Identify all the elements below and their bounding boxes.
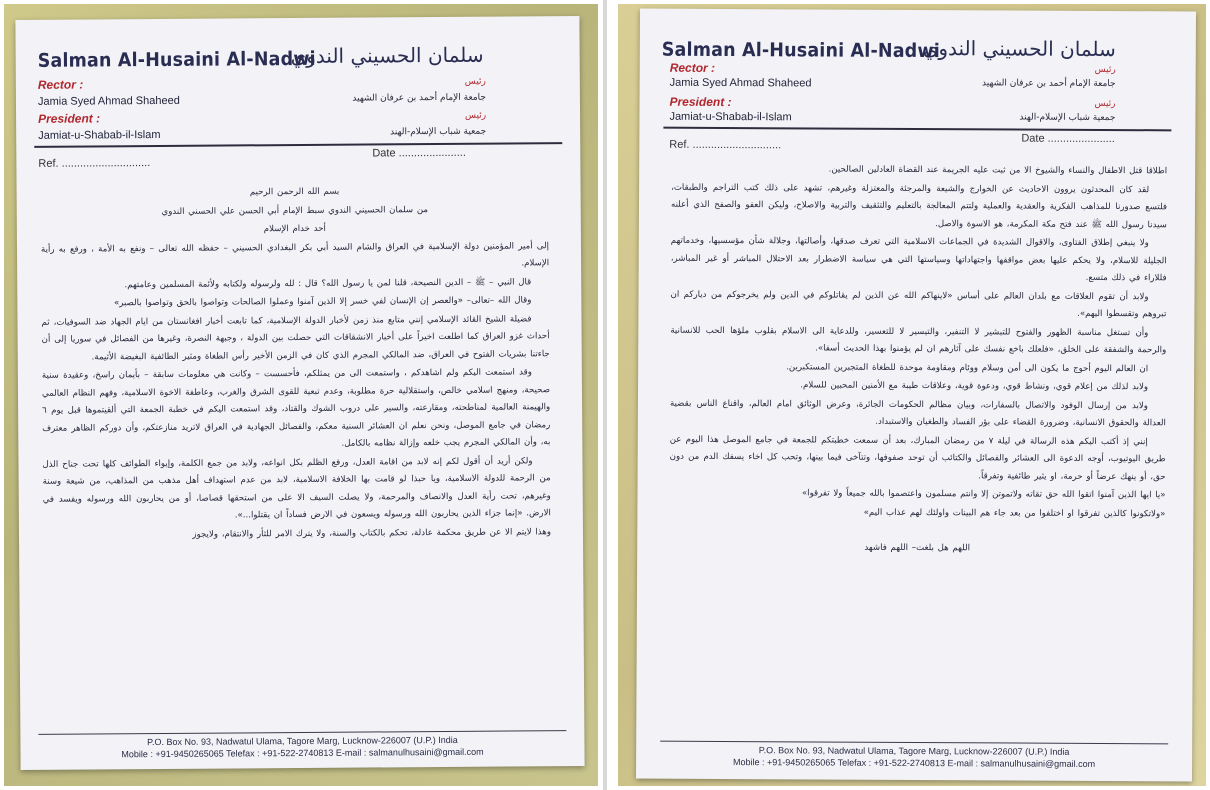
president-label: President : [38,111,101,126]
body-paragraph: فضيلة الشيخ القائد الإسلامي إنني متابع منذ زمن لأخبار الدولة الإسلامية، كما تابعت أخبار افغانستان من ايام الجهاد ضد السوفيات، ثم أحداث غزو العراق كما اطلعت اخيراً على أخبار الانشقاقات التي حصلت بين الدولة ، وجبهة النصرة، وغيرها من الفصائل في سوريا إلى أن جاءتنا بشريات الفتوح في العراق، ضد المالكي المجرم الذي كان في الزمن الأخير رأس الطغاة ومثير الطائفية البغيضة الأثيمة. [41,313,550,362]
footer-contact: Mobile : +91-9450265065 Telefax : +91-522-2740813 E-mail : salmanulhusaini@gmail.com [121,746,484,760]
body-paragraph: ولابد من إرسال الوفود والاتصال بالسفارات، وبيان مظالم الحكومات الجائرة، وعرض الوثائق امام العالم، واقناع الناس بقضية العدالة والحقوق الانسانية، وضرورة القضاء على بؤر الفساد والطغيان والاستبداد. [669,398,1166,429]
sender-title: أحد خدام الإسلام [263,223,326,235]
closing-line: اللهم هل بلغت– اللهم فاشهد [864,542,971,554]
letter-sheet-page-1 [15,16,584,770]
footer-contact: Mobile : +91-9450265065 Telefax : +91-522-2740813 E-mail : salmanulhusaini@gmail.com [732,757,1096,769]
body-paragraph: ولابد لذلك من إعلام قوي، ونشاط قوي، ودعوة قوية، وعلاقات طيبة مع الأمنين المحبين للسلام. [800,380,1149,393]
letterhead-name-en: Salman Al-Husaini Al-Nadwi [661,38,940,63]
ref-field: Ref. ............................. [669,138,782,152]
body-paragraph: ان العالم اليوم أحوج ما يكون الى أمن وسلام ووئام ومقاومة موحدة للطغاة المتجبرين المستكبرين. [786,361,1149,374]
quran-verse: «يا ايها الذين آمنوا اتقوا الله حق تقاته ولاتموتن إلا وانتم مسلمون واعتصموا بالله جميعاً ولا تفرقوا» [801,488,1166,501]
president-value: Jamiat-u-Shabab-il-Islam [669,110,792,124]
body-paragraph: إنني إذ أكتب اليكم هذه الرسالة في ليلة ٧ من رمضان المبارك، بعد أن سمعت خطبتكم للجمعة في جامع الموصل هذا اليوم عن طريق اليوتيوب، أوجه الدعوة الى العشائر والفصائل والكتائب أن توحد صفوفها، وتتآخى فيما بينها، وتحب كل اخاء يسفك الدم من دون حق، أو ينهك عرضاً أو حرمة، او يثير طائفية وتفرقاً. [669,434,1166,482]
letterhead-name-ar: سلمان الحسيني الندوي [290,42,484,69]
rector-label: Rector : [669,60,716,75]
footer-rule [660,741,1168,745]
letter-body-page-1 [41,182,553,734]
body-paragraph: ولكن أريد أن أقول لكم إنه لابد من اقامة العدل، ورفع الظلم بكل انواعه، ولابد من جمع الكلمة، وإيواء الطوائف كلها تحت جناح الذل من الرحمة للدولة الاسلامية، ويا حبذا لو قامت بها الخلافة الاسلامية، لابد من عدم استهداف أهل مذهب من المذاهب، من شيعة وسنة وغيرهم، تحت رأية العدل والانصاف والمرحمة، ولا يصلت السيف الا على من استحقها قصاصا، أو من يحاربون الله ورسوله ويفسد في الارض. «إنما جزاء الذين يحاربون الله ورسوله ويسعون في الارض فساداً ان يقتلوا...». [42,455,551,521]
rector-label: Rector : [37,77,84,92]
photo-page-2 [618,4,1206,786]
rector-value: Jamia Syed Ahmad Shaheed [669,76,812,90]
photo-divider [603,0,607,790]
ref-field: Ref. ............................. [38,157,151,170]
letterhead-name-ar: سلمان الحسيني الندوي [922,36,1116,62]
header-rule [663,127,1171,132]
sender-line: من سلمان الحسيني الندوي سبط الإمام أبي الحسن علي الحسني الندوي [161,204,429,217]
president-label: President : [669,94,732,110]
body-paragraph: لقد كان المحدثون يروون الاحاديث عن الخوارج والشيعة والمرجئة والمعتزلة وغيرهم، تشهد على ذلك كتب التراجم والطبقات، فلتسع صدورنا للمذاهب الفكرية والعقدية والعملية ولتتم المعالجة بالتعليم والتثقيف والتربية والاصلاح، وليكن العفو والصفح الذي أعلنه سيدنا رسول الله ﷺ عند فتح مكة المكرمة، هو الاسوة والاصل. [670,182,1168,230]
addressee-paragraph: إلى أمير المؤمنين دولة الإسلامية في العراق والشام السيد أبي بكر البغدادي الحسيني – حفظه الله تعالى – ونفع به الأمة ، ورفع به رأية الإسلام. [40,240,550,269]
date-field: Date ...................... [372,146,466,160]
rector-label-ar: رئيس [1094,64,1116,76]
president-label-ar: رئيس [464,110,487,121]
body-paragraph: وهذا لايتم الا عن طريق محكمة عادلة، تحكم بالكتاب والسنة، ولا يترك الامر للثأر والانتقام، ولايجوز [192,526,552,540]
president-value: Jamiat-u-Shabab-il-Islam [38,128,161,142]
body-paragraph: ولا ينبغي إطلاق الفتاوى، والاقوال الشديدة في الجماعات الاسلامية التي تعرف صدقها، وأصالتها، وجلالة شأن مؤسسيها، وخدماتهم الجليلة للاسلام، ولا يحكم عليها بعض مواقفها واجتهاداتها وسياستها التي هي سياسة الاضطرار بعد الاحتلال المباشر أو غير المباشر، فللاراء في ذلك متسع. [670,235,1167,284]
date-field: Date ...................... [1021,132,1115,146]
header-rule [34,142,562,148]
basmala: بسم الله الرحمن الرحيم [249,186,340,198]
footer-address: P.O. Box No. 93, Nadwatul Ulama, Tagore Marg, Lucknow-226007 (U.P.) India [758,745,1070,757]
president-label-ar: رئيس [1094,98,1116,110]
footer-address: P.O. Box No. 93, Nadwatul Ulama, Tagore Marg, Lucknow-226007 (U.P.) India [147,734,458,748]
photo-page-1 [4,4,598,786]
rector-value-ar: جامعة الإمام أحمد بن عرفان الشهيد [352,92,486,104]
body-paragraph: وقد استمعت اليكم ولم اشاهدكم ، واستمعت الى من يمثلكم، فأحسست – وكانت هي معلومات سابقة – بأيمان راسخ، وعقيدة سنية صحيحة، ومنهج اسلامي خالص، واستقلالية حرة مطلوبة، وعدم تبعية للقوى الشرق والغرب، وعاطفة الاخوة الاسلامية، وفهم النظام العالمي والهيمنة العالمية لمناطحته، ومقارعته، والسير على دروب الشوك والقتاد، وقد استمعت اليكم في خطبة الجمعة التي ألقيتموها قبل يوم ٦ رمضان في جامع الموصل، ونحن نعلم ان العشائر السنية معكم، والفصائل الجهادية في العراق لاتريد منازعتكم، وأن دوركم الظاهر معترف به، وأن المالكي المجرم يجب خلعه وإزالة نظامه بالكامل. [41,367,551,449]
body-paragraph: وأن تستغل مناسبة الظهور والفتوح للتبشير لا التنفير، والتيسير لا للتعسير، وللدعاية الى الاسلام بقلوب ملؤها الحب للانسانية والرحمة والشفقة على الخلق، «فلعلك باخع نفسك على آثارهم ان لم يؤمنوا بهذا الحديث أسفا». [670,325,1167,356]
body-paragraph: ولابد أن تقوم العلاقات مع بلدان العالم على أساس «لاينهاكم الله عن الذين لم يقاتلوكم في الدين ولم يخرجوكم من دياركم ان تبروهم وتقسطوا اليهم». [670,289,1167,320]
body-paragraph: اطلاقا قتل الاطفال والنساء والشيوخ الا من ثبت عليه الجريمة عند القضاة العادلين الصالحين. [828,164,1168,177]
letterhead-name-en: Salman Al-Husaini Al-Nadwi [37,47,316,72]
quran-paragraph: وقال الله –تعالى– «والعصر إن الإنسان لفي خسر إلا الذين آمنوا وعملوا الصالحات وتواصوا بالحق وتواصوا بالصبر» [113,295,532,309]
hadith-paragraph: قال النبي – ﷺ – الدين النصيحة، قلنا لمن يا رسول الله؟ قال : لله ولرسوله ولكتابه ولأئمة المسلمين وعامتهم. [124,276,532,290]
rector-value: Jamia Syed Ahmad Shaheed [37,94,180,108]
letter-body-page-2 [668,161,1167,736]
letter-sheet-page-2 [636,9,1196,782]
president-value-ar: جمعية شباب الإسلام-الهند [1019,112,1116,124]
rector-label-ar: رئيس [464,76,486,87]
president-value-ar: جمعية شباب الإسلام-الهند [390,126,487,138]
quran-verse: «ولاتكونوا كالذين تفرقوا او اختلفوا من بعد جاء هم البينات واولئك لهم عذاب اليم» [863,507,1166,519]
rector-value-ar: جامعة الإمام أحمد بن عرفان الشهيد [982,78,1116,90]
